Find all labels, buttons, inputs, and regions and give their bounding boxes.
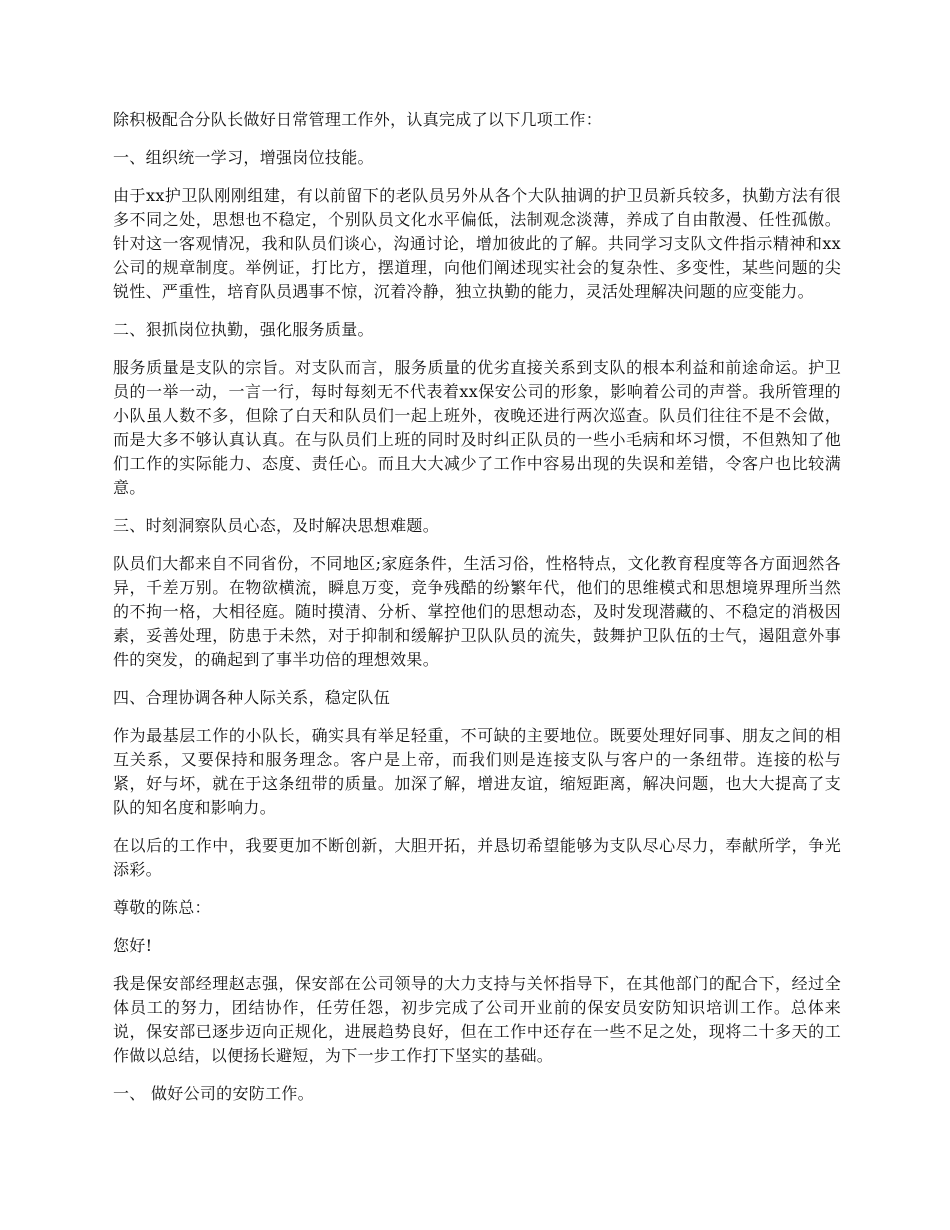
letter-heading-1: 一、 做好公司的安防工作。 [113,1084,314,1103]
greeting: 您好! [113,936,153,955]
intro-paragraph: 除积极配合分队长做好日常管理工作外，认真完成了以下几项工作： [113,110,603,129]
section-paragraph-1: 由于xx护卫队刚刚组建，有以前留下的老队员另外从各个大队抽调的护卫员新兵较多，执勤方法有很多不同之处，思想也不稳定，个别队员文化水平偏低，法制观念淡薄，养成了自由散漫、任性孤傲。针对这一客观情况，我和队员们谈心，沟通讨论，增加彼此的了解。共同学习支队文件指示精神和xx公司的规章制度。举例证，打比方，摆道理，向他们阐述现实社会的复杂性、多变性，某些问题的尖锐性、严重性，培育队员遇事不惊，沉着冷静，独立执勤的能力，灵活处理解决问题的应变能力。 [113,186,841,301]
closing-paragraph: 在以后的工作中，我要更加不断创新，大胆开拓，并恳切希望能够为支队尽心尽力，奉献所学，争光添彩。 [113,836,841,879]
letter-paragraph: 我是保安部经理赵志强，保安部在公司领导的大力支持与关怀指导下，在其他部门的配合下，经过全体员工的努力，团结协作，任劳任怨，初步完成了公司开业前的保安员安防知识培训工作。总体来说，保安部已逐步迈向正规化，进展趋势良好，但在工作中还存在一些不足之处，现将二十多天的工作做以总结，以便扬长避短，为下一步工作打下坚实的基础。 [113,974,841,1065]
section-heading-2: 二、狠抓岗位执勤，强化服务质量。 [113,320,374,339]
document-body [113,108,841,1120]
salutation: 尊敬的陈总： [113,898,211,917]
section-heading-1: 一、组织统一学习，增强岗位技能。 [113,148,374,167]
section-heading-3: 三、时刻洞察队员心态，及时解决思想难题。 [113,516,440,535]
section-paragraph-3: 队员们大都来自不同省份，不同地区;家庭条件，生活习俗，性格特点，文化教育程度等各方面迥然各异，千差万别。在物欲横流，瞬息万变，竞争残酷的纷繁年代，他们的思维模式和思想境界理所当然的不拘一格，大相径庭。随时摸清、分析、掌控他们的思想动态，及时发现潜藏的、不稳定的消极因素，妥善处理，防患于未然，对于抑制和缓解护卫队队员的流失，鼓舞护卫队伍的士气，遏阻意外事件的突发，的确起到了事半功倍的理想效果。 [113,554,841,669]
section-paragraph-4: 作为最基层工作的小队长，确实具有举足轻重，不可缺的主要地位。既要处理好同事、朋友之间的相互关系，又要保持和服务理念。客户是上帝，而我们则是连接支队与客户的一条纽带。连接的松与紧，好与坏，就在于这条纽带的质量。加深了解，增进友谊，缩短距离，解决问题，也大大提高了支队的知名度和影响力。 [113,726,841,817]
section-heading-4: 四、合理协调各种人际关系，稳定队伍 [113,688,391,707]
section-paragraph-2: 服务质量是支队的宗旨。对支队而言，服务质量的优劣直接关系到支队的根本利益和前途命运。护卫员的一举一动，一言一行，每时每刻无不代表着xx保安公司的形象，影响着公司的声誉。我所管理的小队虽人数不多，但除了白天和队员们一起上班外，夜晚还进行两次巡查。队员们往往不是不会做，而是大多不够认真认真。在与队员们上班的同时及时纠正队员的一些小毛病和坏习惯，不但熟知了他们工作的实际能力、态度、责任心。而且大大减少了工作中容易出现的失误和差错，令客户也比较满意。 [113,358,841,497]
